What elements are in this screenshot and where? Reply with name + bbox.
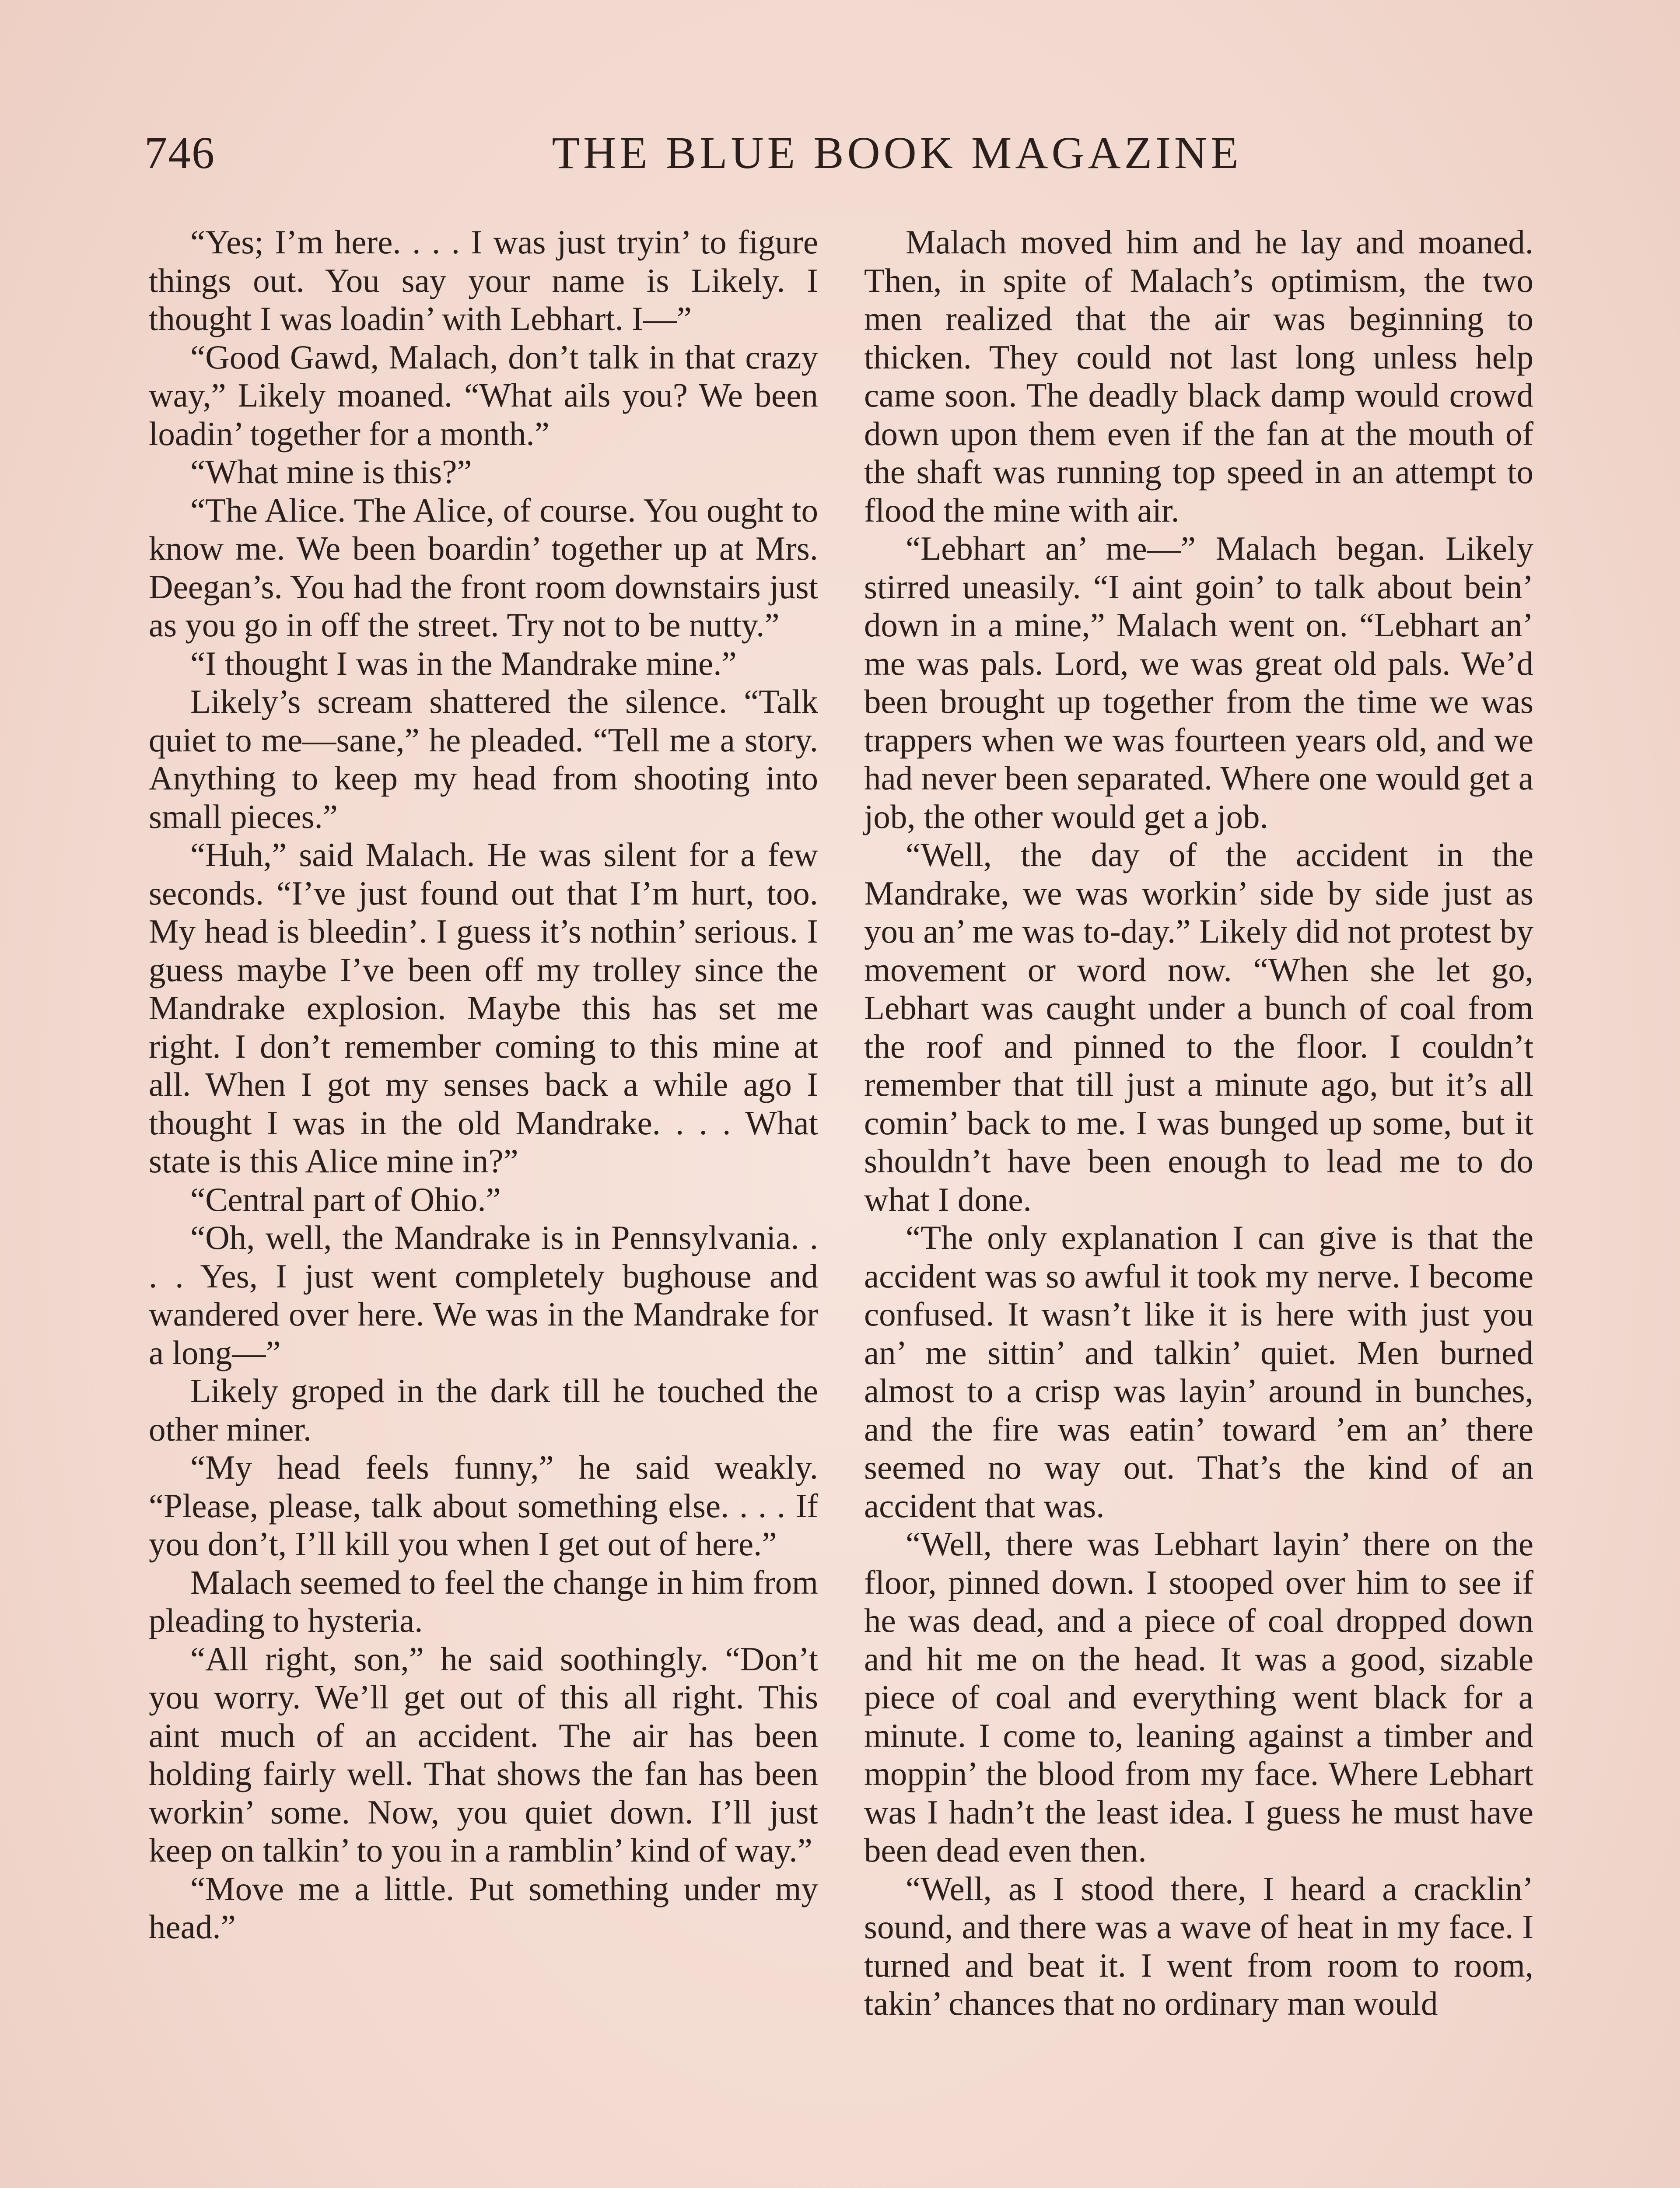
- paragraph: “Good Gawd, Malach, don’t talk in that crazy way,” Likely moaned. “What ails you? We been loadin’ together for a month.”: [149, 338, 818, 452]
- page-number: 746: [144, 128, 215, 178]
- paragraph: “Move me a little. Put something under my head.”: [149, 1869, 818, 1946]
- paragraph: “Well, as I stood there, I heard a cracklin’ sound, and there was a wave of heat in my face. I turned and beat it. I went from room to room, takin’ chances that no ordinary man would: [864, 1869, 1533, 2022]
- paragraph: “The Alice. The Alice, of course. You ought to know me. We been boardin’ together up at Mrs. Deegan’s. You had the front room downstairs just as you go in off the street. Try not to be nutty.”: [149, 491, 818, 644]
- paragraph: “Oh, well, the Mandrake is in Pennsylvania. . . . Yes, I just went completely bughouse and wandered over here. We was in the Mandrake for a long—”: [149, 1219, 818, 1371]
- paragraph: Likely’s scream shattered the silence. “Talk quiet to me—sane,” he pleaded. “Tell me a story. Anything to keep my head from shooting into small pieces.”: [149, 683, 818, 835]
- paragraph: “My head feels funny,” he said weakly. “Please, please, talk about something else. . . . If you don’t, I’ll kill you when I get out of here.”: [149, 1448, 818, 1563]
- paragraph: “Central part of Ohio.”: [190, 1180, 501, 1218]
- magazine-title: THE BLUE BOOK MAGAZINE: [552, 128, 1242, 178]
- right-column: [864, 223, 1533, 2023]
- paragraph: “All right, son,” he said soothingly. “Don’t you worry. We’ll get out of this all right. This aint much of an accident. The air has been holding fairly well. That shows the fan has been workin’ some. Now, you quiet down. I’ll just keep on talkin’ to you in a ramblin’ kind of way.”: [149, 1640, 818, 1869]
- paragraph: “Lebhart an’ me—” Malach began. Likely stirred uneasily. “I aint goin’ to talk about bein’ down in a mine,” Malach went on. “Lebhart an’ me was pals. Lord, we was great old pals. We’d been brought up together from the time we was trappers when we was fourteen years old, and we had never been separated. Where one would get a job, the other would get a job.: [864, 529, 1533, 835]
- paragraph: “Well, there was Lebhart layin’ there on the floor, pinned down. I stooped over him to see if he was dead, and a piece of coal dropped down and hit me on the head. It was a good, sizable piece of coal and everything went black for a minute. I come to, leaning against a timber and moppin’ the blood from my face. Where Lebhart was I hadn’t the least idea. I guess he must have been dead even then.: [864, 1525, 1533, 1869]
- paragraph: “What mine is this?”: [190, 453, 472, 491]
- paragraph: Malach moved him and he lay and moaned. Then, in spite of Malach’s optimism, the two men realized that the air was beginning to thicken. They could not last long unless help came soon. The deadly black damp would crowd down upon them even if the fan at the mouth of the shaft was running top speed in an attempt to flood the mine with air.: [864, 223, 1533, 529]
- left-column: [149, 223, 818, 1946]
- paragraph: “The only explanation I can give is that the accident was so awful it took my nerve. I become confused. It wasn’t like it is here with just you an’ me sittin’ and talkin’ quiet. Men burned almost to a crisp was layin’ around in bunches, and the fire was eatin’ toward ’em an’ there seemed no way out. That’s the kind of an accident that was.: [864, 1219, 1533, 1525]
- paragraph: “Huh,” said Malach. He was silent for a few seconds. “I’ve just found out that I’m hurt, too. My head is bleedin’. I guess it’s nothin’ serious. I guess maybe I’ve been off my trolley since the Mandrake explosion. Maybe this has set me right. I don’t remember coming to this mine at all. When I got my senses back a while ago I thought I was in the old Mandrake. . . . What state is this Alice mine in?”: [149, 836, 818, 1180]
- paragraph: “I thought I was in the Mandrake mine.”: [190, 644, 737, 682]
- paragraph: “Yes; I’m here. . . . I was just tryin’ to figure things out. You say your name is Likely. I thought I was loadin’ with Lebhart. I—”: [149, 223, 818, 337]
- paragraph: Malach seemed to feel the change in him from pleading to hysteria.: [149, 1563, 818, 1639]
- paragraph: “Well, the day of the accident in the Mandrake, we was workin’ side by side just as you an’ me was to-day.” Likely did not protest by movement or word now. “When she let go, Lebhart was caught under a bunch of coal from the roof and pinned to the floor. I couldn’t remember that till just a minute ago, but it’s all comin’ back to me. I was bunged up some, but it shouldn’t have been enough to lead me to do what I done.: [864, 836, 1533, 1218]
- page-header: [131, 127, 1566, 193]
- paragraph: Likely groped in the dark till he touched the other miner.: [149, 1372, 818, 1448]
